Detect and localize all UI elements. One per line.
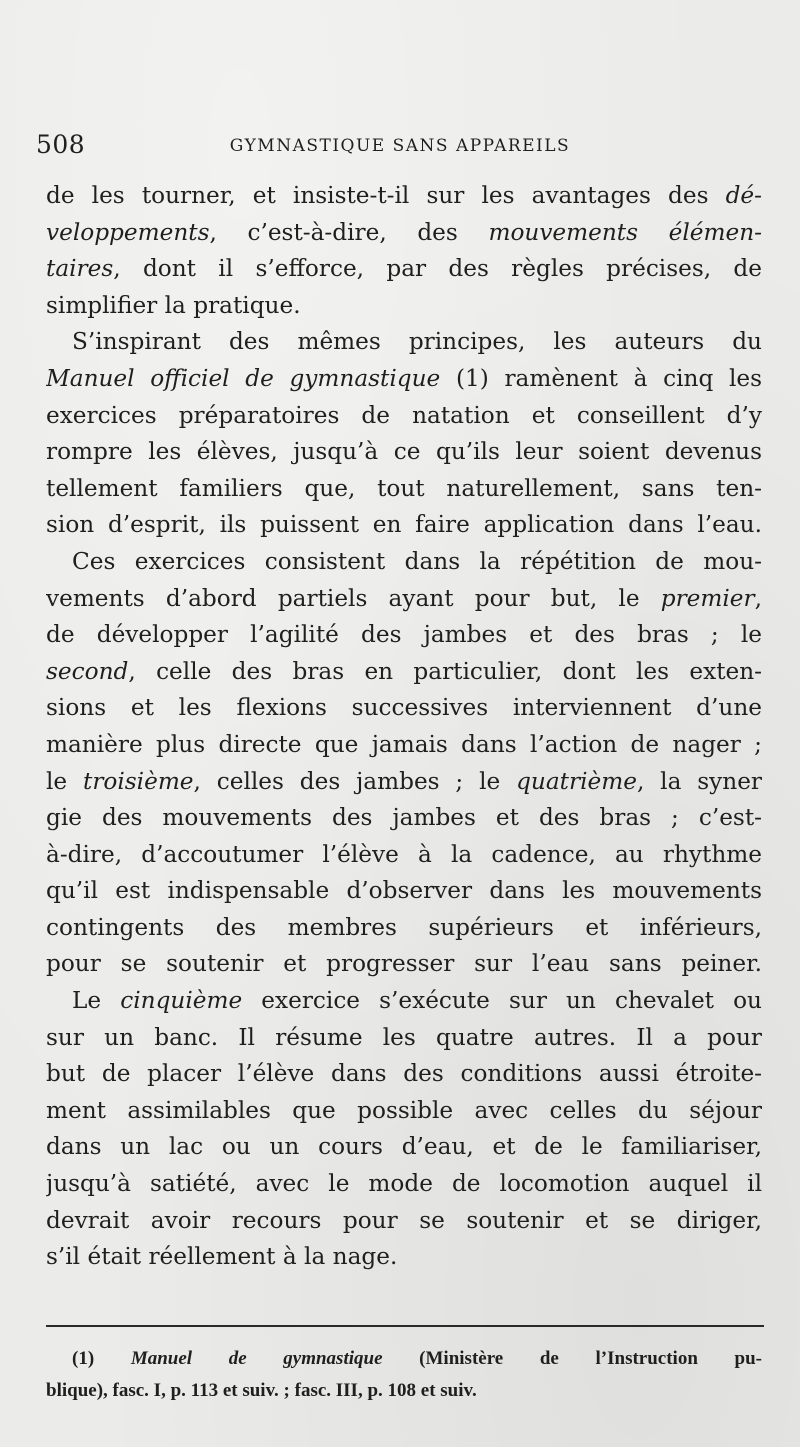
text-line: veloppements, c’est-à-dire, des mouvements élémen- [46, 218, 762, 246]
text-line: gie des mouvements des jambes et des bras ; c’est- [46, 804, 762, 832]
text-line: but de placer l’élève dans des conditions aussi étroite- [46, 1060, 762, 1088]
text-line: manière plus directe que jamais dans l’action de nager ; [46, 730, 762, 758]
text-line: sur un banc. Il résume les quatre autres. Il a pour [46, 1023, 762, 1051]
text-line: de les tourner, et insiste-t-il sur les avantages des dé- [46, 182, 762, 209]
manual-title: Manuel officiel de gymnastique [46, 364, 441, 392]
text-line: vements d’abord partiels ayant pour but, le premier, [46, 584, 762, 612]
text-line: rompre les élèves, jusqu’à ce qu’ils leur soient devenus [46, 438, 762, 466]
text-line: ment assimilables que possible avec celles du séjour [46, 1096, 762, 1124]
body-text [46, 178, 762, 1276]
page-number: 508 [36, 130, 86, 159]
text-line: à-dire, d’accoutumer l’élève à la cadence, au rhythme [46, 840, 762, 868]
footnote-line: (1) Manuel de gymnastique (Ministère de l’Instruction pu- [72, 1348, 763, 1369]
text-line: exercices préparatoires de natation et conseillent d’y [46, 401, 762, 429]
text-line: s’il était réellement à la nage. [46, 1243, 398, 1271]
footnote-rule [46, 1325, 764, 1327]
text-line: dans un lac ou un cours d’eau, et de le familiariser, [46, 1133, 762, 1161]
footnote [46, 1343, 762, 1407]
text-line: contingents des membres supérieurs et inférieurs, [46, 913, 762, 941]
text-line: simplifier la pratique. [46, 291, 301, 319]
text-line: qu’il est indispensable d’observer dans les mouvements [46, 877, 762, 905]
text-line: taires, dont il s’efforce, par des règles précises, de [46, 255, 762, 283]
footnote-line: blique), fasc. I, p. 113 et suiv. ; fasc. III, p. 108 et suiv. [46, 1380, 477, 1401]
text-line: devrait avoir recours pour se soutenir et se diriger, [46, 1206, 762, 1234]
text-line: le troisième, celles des jambes ; le quatrième, la syner [46, 767, 762, 795]
page-header [36, 130, 764, 170]
running-title: GYMNASTIQUE SANS APPAREILS [229, 136, 571, 156]
text-line: sion d’esprit, ils puissent en faire application dans l’eau. [46, 511, 762, 539]
text-line: S’inspirant des mêmes principes, les auteurs du [72, 328, 762, 356]
text-line: sions et les flexions successives interviennent d’une [46, 694, 762, 722]
text-line: de développer l’agilité des jambes et des bras ; le [46, 621, 762, 649]
text-line: Ces exercices consistent dans la répétition de mou- [72, 547, 762, 575]
text-line: tellement familiers que, tout naturellement, sans ten- [46, 474, 762, 502]
text-line: Le cinquième exercice s’exécute sur un chevalet ou [72, 987, 762, 1015]
text-line: jusqu’à satiété, avec le mode de locomotion auquel il [46, 1170, 762, 1198]
text-line: pour se soutenir et progresser sur l’eau sans peiner. [46, 950, 762, 978]
text-line: Manuel officiel de gymnastique (1) ramènent à cinq les [46, 364, 762, 392]
text-line: second, celle des bras en particulier, dont les exten- [46, 657, 762, 685]
